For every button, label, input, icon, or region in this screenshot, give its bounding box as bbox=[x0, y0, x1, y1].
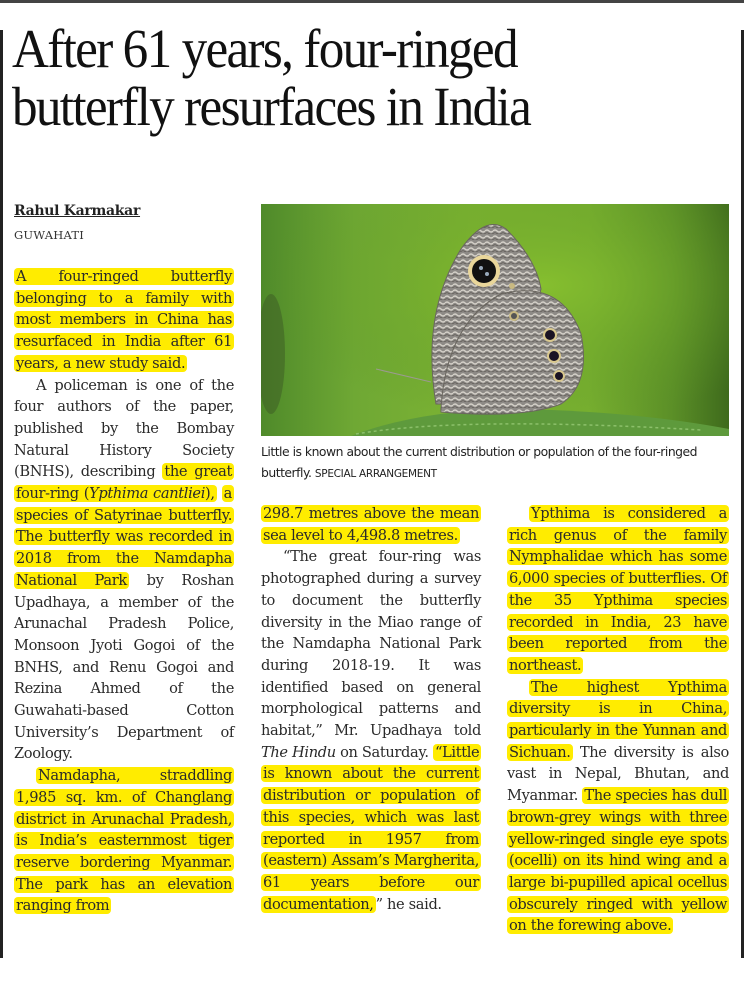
body-text: by Roshan Upadhaya, a member of the Arunachal Pradesh Police, Monsoon Jyoti Gogoi of the BNHS, and Renu Gogoi and Rezina Ahmed of the Guwahati-based Cotton University’s Department of Zoology. bbox=[14, 571, 234, 763]
body-text: “The great four-ring was photographed during a survey to document the butterfly diversity in the Miao range of the Namdapha National Park during 2018-19. It was identified based on general morphological patterns and habitat,” Mr. Upadhaya told bbox=[261, 548, 481, 740]
headline-line-2: butterfly resurfaces in India bbox=[12, 76, 531, 137]
highlighted-text: The species has dull brown-grey wings with three yellow-ringed single eye spots (ocelli) on its hind wing and a large bi-pupilled apical ocellus obscurely ringed with yellow on the forewing above. bbox=[509, 787, 728, 935]
paragraph bbox=[507, 503, 729, 677]
butterfly-photo bbox=[261, 204, 729, 436]
article-column-1 bbox=[14, 266, 234, 917]
body-text: The diversity is also vast in Nepal, Bhutan, and Myanmar. bbox=[507, 743, 729, 805]
paragraph bbox=[14, 765, 234, 917]
highlighted-text: A four-ringed butterfly belonging to a family with most members in China has resurfaced in India after 61 years, a new study said. bbox=[16, 268, 232, 372]
paragraph bbox=[507, 677, 729, 937]
author-byline: Rahul Karmakar bbox=[14, 203, 141, 219]
paragraph bbox=[14, 375, 234, 766]
paragraph bbox=[14, 266, 234, 375]
headline-line-1: After 61 years, four-ringed bbox=[12, 18, 517, 79]
dateline: GUWAHATI bbox=[14, 228, 84, 242]
body-text: on Saturday. bbox=[335, 743, 429, 761]
highlighted-segment: the great four-ring ( bbox=[16, 463, 232, 503]
article-column-3 bbox=[507, 503, 729, 937]
body-text: ” he said. bbox=[375, 895, 442, 913]
body-text: A policeman is one of the four authors of the paper, published by the Bombay Natural History Society (BNHS), describing bbox=[14, 376, 234, 481]
article-column-2 bbox=[261, 503, 481, 915]
species-name: Ypthima cantliei bbox=[89, 485, 206, 503]
photo-caption bbox=[261, 441, 731, 485]
butterfly-icon bbox=[261, 204, 729, 436]
caption-text: Little is known about the current distribution or population of the four-ringed butterfly. bbox=[261, 444, 698, 480]
highlighted-text: “Little is known about the current distribution or population of this species, which was last reported in 1957 from (eastern) Assam’s Margherita, 61 years before our documentation, bbox=[263, 743, 480, 913]
paragraph bbox=[261, 546, 481, 915]
left-border-rule bbox=[0, 30, 3, 958]
highlighted-text: The highest Ypthima diversity is in China, particularly in the Yunnan and Sichuan. bbox=[509, 678, 727, 761]
highlighted-text: Ypthima is considered a rich genus of the family Nymphalidae which has some 6,000 species of butterflies. Of the 35 Ypthima species recorded in India, 23 have been reported from the northeast. bbox=[509, 505, 727, 674]
highlighted-text: 298.7 metres above the mean sea level to 4,498.8 metres. bbox=[263, 505, 479, 544]
paragraph bbox=[261, 503, 481, 546]
publication-name: The Hindu bbox=[261, 743, 336, 761]
photo-credit: SPECIAL ARRANGEMENT bbox=[314, 468, 437, 480]
top-rule bbox=[0, 0, 744, 3]
highlighted-segment: ), bbox=[205, 485, 215, 503]
highlighted-text: a species of Satyrinae butterfly. The butterfly was recorded in 2018 from the Namdapha National Park bbox=[16, 485, 232, 589]
highlighted-text: Namdapha, straddling 1,985 sq. km. of Changlang district in Arunachal Pradesh, is India’s easternmost tiger reserve bordering Myanmar. The park has an elevation ranging from bbox=[16, 767, 232, 915]
headline bbox=[12, 20, 686, 136]
